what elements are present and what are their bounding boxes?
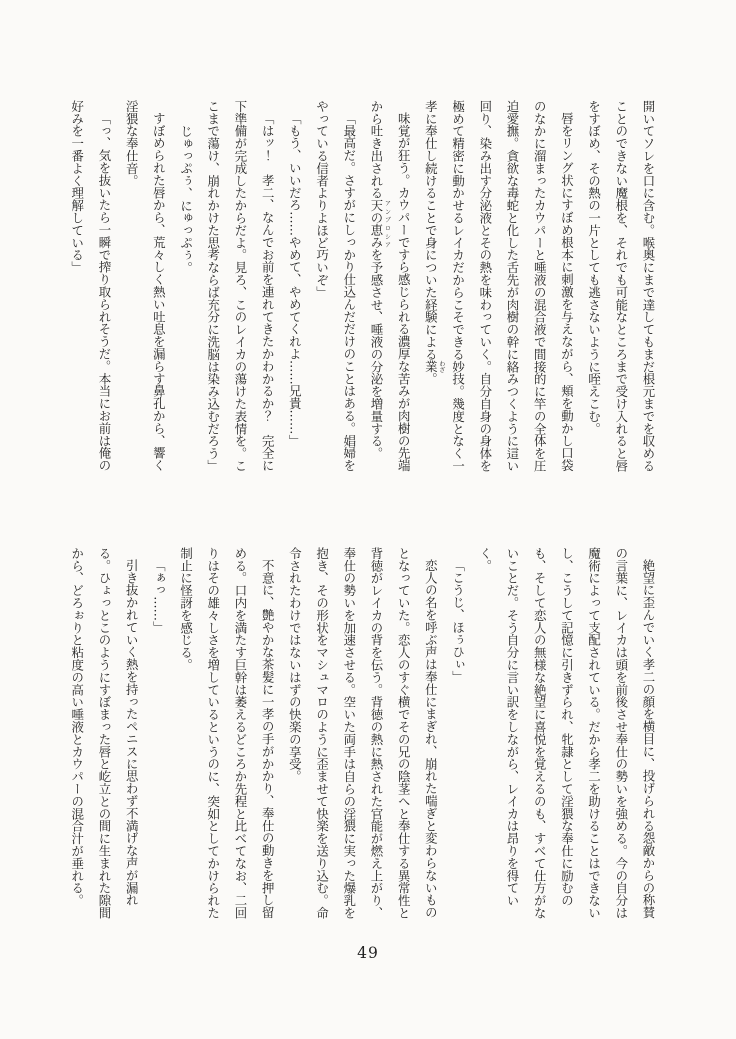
paragraph: じゅっぷぅ、にゅっぷぅ。 (178, 124, 194, 274)
paragraph: 不意に、艶やかな茶髪に一孝の手がかかり、奉仕の動きを押し留める。口内を満たす巨幹は萎えるどころか先程と比べてなお、二回りはその雄々しさを増しているというのに、突如としてかけられた制止に怪訝を感じる。 (178, 547, 276, 919)
paragraph: 「っ、気を抜いたら一瞬で搾り取られそうだ。本当にお前は俺の好みを一番よく理解している」 (69, 100, 112, 472)
paragraph: 味覚が狂う。カウパーですら感じられる濃厚な苦みが肉樹の先端から吐き出される天の恵み アンブロシアを予感させ、唾液の分泌を増量する。 (368, 100, 412, 472)
paragraph: 引き抜かれていく熱を持ったペニスに思わず不満げな声が漏れる。ひょっとこのようにすぼまった唇と屹立との間に生まれた隙間から、どろぉりと粘度の高い唾液とカウパーの混合汁が垂れる。 (69, 547, 140, 919)
paragraph: 唇をリング状にすぼめ根本に刺激を与えながら、頬を動かし口袋のなかに溜まったカウパーと唾液の混合液で間接的に竿の全体を圧迫愛撫。貪欲な毒蛇と化した舌先が肉樹の幹に絡みつくように這い回り、染み出す分泌液とその熱を味わっていく。自分自身の身体を極めて精密に動かせるレイカだからこそできる妙技。幾度となく一孝に奉仕し続けることで身についた経験による業 わざ。 (423, 100, 575, 472)
paragraph: 「最高だ。さすがにしっかり仕込んだだけのことはある。娼婦をやっている信者よりよほど巧いぞ」 (314, 100, 357, 472)
paragraph: 開いてソレを口に含む。喉奥にまで達してもまだ根元までを収めることのできない魔根を、それでも可能なところまで受け入れると唇をすぼめ、その熱の一片としても逃さないように咥えこむ。 (586, 100, 656, 472)
text-block-bottom (64, 547, 662, 920)
paragraph: すぼめられた唇から、荒々しく熱い吐息を漏らす鼻孔から、響く淫猥な奉仕音。 (124, 100, 167, 472)
ruby-annotated-word: 天の恵み アンブロシア (368, 199, 391, 249)
page-number: 49 (357, 944, 379, 962)
paragraph: 「こうじ、ほぅひぃ」 (450, 559, 466, 684)
paragraph: 恋人の名を呼ぶ声は奉仕にまぎれ、崩れた喘ぎと変わらないものとなっていた。恋人のすぐ横でその兄の陰茎へと奉仕する異常性と背徳がレイカの背を伝う。背徳の熱に熱された官能が燃え上がり、奉仕の勢いを加速させる。空いた両手は自らの淫猥に実った爆乳を抱き、その形状をマシュマロのように歪ませて快楽を送り込む。命令されたわけではないはずの快楽の享受。 (287, 547, 439, 919)
ruby-annotated-word: 業 わざ (423, 360, 445, 373)
text-block-top (64, 100, 662, 473)
paragraph: 「はッ！ 孝二、なんでお前を連れてきたかわかるか？ 完全に下準備が完成したからだよ。見ろ、このレイカの蕩けた表情を。ここまで蕩け、崩れかけた思考ならば充分に洗脳は染み込むだろう」 (205, 100, 276, 472)
paragraph: 絶望に歪んでいく孝二の顔を横目に、投げられる怨敵からの称賛の言葉に、レイカは頭を前後させ奉仕の勢いを強める。今の自分は魔術によって支配されている。だから孝二を助けることはできないし、こうして記憶に引きずられ、牝隷として淫猥な奉仕に励むのも、そして恋人の無様な絶望に喜悦を覚えるのも、すべて仕方がないことだ。そう自分に言い訳をしながら、レイカは昂りを得ていく。 (477, 547, 656, 919)
furigana: アンブロシア (383, 199, 391, 249)
furigana: わざ (437, 360, 445, 373)
paragraph: 「ぁっ……」 (151, 559, 167, 634)
paragraph: 「もう、いいだろ……やめて、やめてくれよ……兄貴……」 (287, 112, 303, 448)
